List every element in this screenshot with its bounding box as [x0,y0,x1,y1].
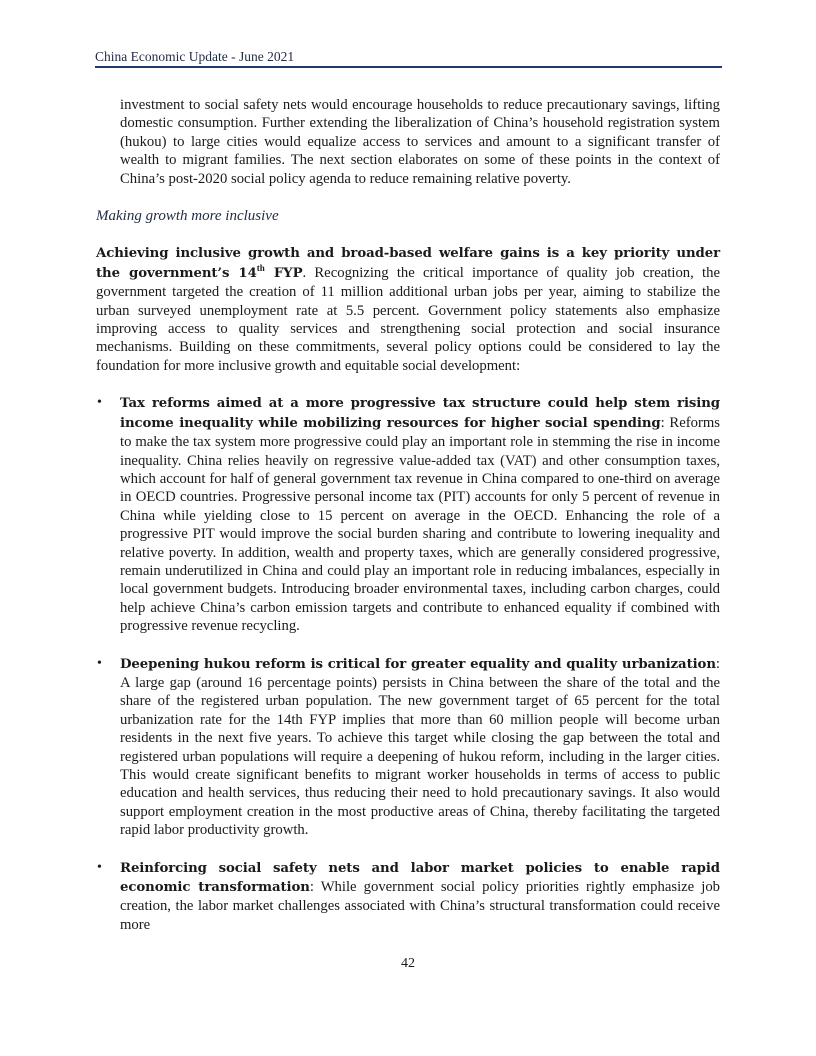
lead-body-text: . Recognizing the critical importance of quality job creation, the government targeted the creation of 11 million additional urban jobs per year, aiming to stabilize the urban surveyed unemployment rate at 5.5 percent. Government policy statements also emphasize improving access to quality services and strengthening social protection and social insurance mechanisms. Building on these commitments, several policy options could be considered to lay the foundation for more inclusive growth and equitable social development: [96,264,720,374]
list-item [96,859,720,935]
header-rule [95,66,722,68]
list-item [96,655,720,840]
list-item [96,394,720,635]
policy-options-list [96,394,720,934]
section-heading: Making growth more inclusive [96,208,279,225]
intro-paragraph: investment to social safety nets would encourage households to reduce precautionary savings, lifting domestic consumption. Further extending the liberalization of China’s household registration system (hukou) to large cities would equalize access to services and amount to a significant transfer of wealth to migrant families. The next section elaborates on some of these points in the context of China’s post-2020 social policy agenda to reduce remaining relative poverty. [120,97,720,187]
lead-superscript: th [256,262,265,273]
bullet-icon: • [97,859,102,875]
bullet-icon: • [97,395,102,411]
list-item-bold: Tax reforms aimed at a more progressive tax structure could help stem rising income inequality while mobilizing resources for higher social spending [120,396,720,431]
lead-paragraph [96,244,720,375]
lead-bold-text-fyp: FYP [264,265,303,281]
bullet-icon: • [97,655,102,671]
list-item-body: : A large gap (around 16 percentage points) persists in China between the share of the total and the share of the registered urban population. The new government target of 65 percent for the total urbanization rate for the 14th FYP implies that more than 60 million people will become urban residents in the next five years. To achieve this target while closing the gap between the total and registered urban populations will require a deepening of hukou reform, including in the larger cities. This would create significant benefits to migrant worker households in terms of access to public education and health services, thus reducing their need to hold precautionary savings. It also would support employment creation in the most productive areas of China, thereby facilitating the targeted rapid labor productivity growth. [120,655,720,839]
list-item-bold: Deepening hukou reform is critical for greater equality and quality urbanization [120,656,716,672]
list-item-body: : While government social policy priorities rightly emphasize job creation, the labor market challenges associated with China’s structural transformation could receive more [120,879,721,933]
lead-bold-text: Achieving inclusive growth and broad-based welfare gains is a key priority under the government’s 14 [96,246,720,281]
list-item-bold: Reinforcing social safety nets and labor market policies to enable rapid economic transformation [120,860,720,896]
running-header: China Economic Update - June 2021 [95,49,295,64]
list-item-body: : Reforms to make the tax system more progressive could play an important role in stemming the rise in income inequality. China relies heavily on regressive value-added tax (VAT) and other consumption taxes, which account for half of general government tax revenue in China compared to one-third on average in OECD countries. Progressive personal income tax (PIT) accounts for only 5 percent of revenue in China while yielding close to 15 percent on average in the OECD. Enhancing the role of a progressive PIT would improve the social burden sharing and contribute to lowering inequality and relative poverty. In addition, wealth and property taxes, which are generally considered progressive, remain underutilized in China and could play an important role in reducing imbalances, especially in local government budgets. Introducing broader environmental taxes, including carbon charges, could help achieve China’s carbon emission targets and contribute to enhanced equality if combined with progressive revenue recycling. [120,414,720,635]
page-body [96,96,720,953]
page-number: 42 [401,956,415,971]
